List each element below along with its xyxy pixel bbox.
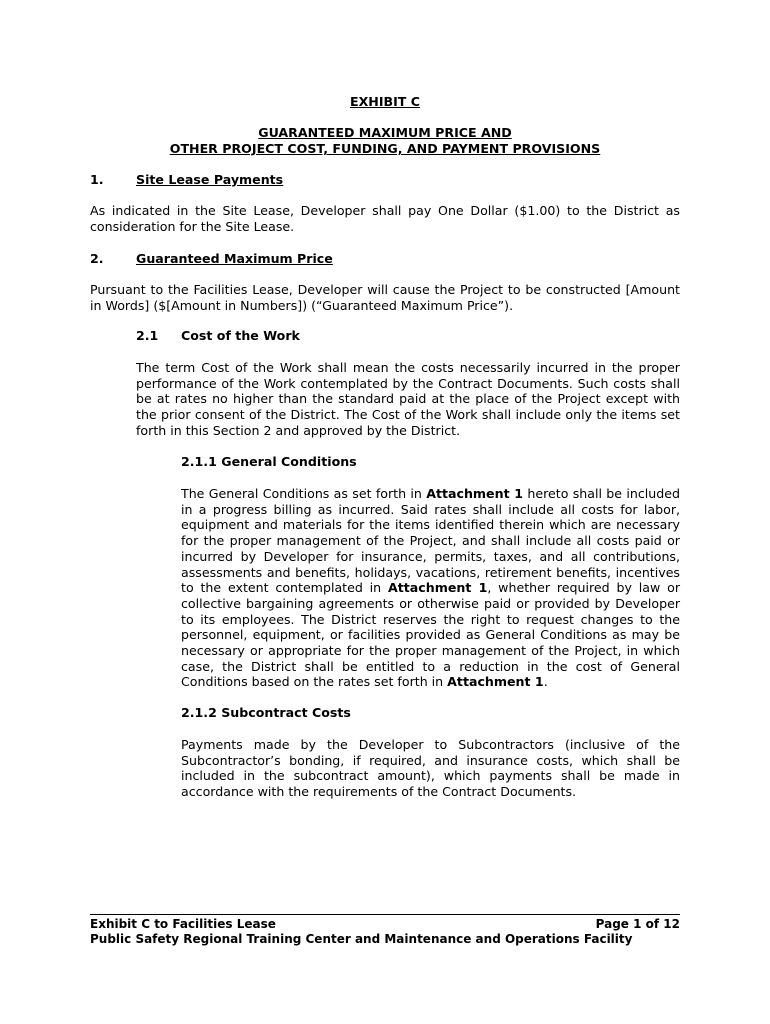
attachment-ref: Attachment 1 xyxy=(426,486,524,501)
attachment-ref: Attachment 1 xyxy=(447,674,544,690)
subtitle-line-1: GUARANTEED MAXIMUM PRICE AND xyxy=(258,125,512,140)
footer-divider xyxy=(90,914,680,915)
section-2-body: Pursuant to the Facilities Lease, Developer will cause the Project to be constructed [Amount in Words] ($[Amount in Numbers]) (“Guaranteed Maximum Price”). xyxy=(90,282,680,313)
footer-left: Exhibit C to Facilities Lease xyxy=(90,917,276,931)
body-text: , whether required by law or collective bargaining agreements or otherwise paid or provided by Developer to its employees. The District reserves the right to request changes to the personnel, equipment, or facilities provided as General Conditions as may be necessary or appropriate for the proper management of the Project, in which case, the District shall be entitled to a reduction in the cost of General Conditions based on the rates set forth in xyxy=(181,580,680,690)
exhibit-title: EXHIBIT C xyxy=(349,94,421,109)
body-text: . xyxy=(543,674,548,690)
section-2-1-2-body: Payments made by the Developer to Subcontractors (inclusive of the Subcontractor’s bonding, if required, and insurance costs, which shall be included in the subcontract amount), which payments shall be made in accordance with the requirements of the Contract Documents. xyxy=(181,737,680,800)
footer-page-number: Page 1 of 12 xyxy=(595,917,680,931)
section-2-1-2-title: 2.1.2 Subcontract Costs xyxy=(181,705,351,720)
section-2-title: Guaranteed Maximum Price xyxy=(136,251,333,266)
section-2-1-1-title: 2.1.1 General Conditions xyxy=(181,454,357,469)
section-2-1-1-body xyxy=(181,486,680,690)
body-text: The General Conditions as set forth in xyxy=(181,486,427,501)
body-text: hereto shall be included in a progress billing as incurred. Said rates shall include all costs for labor, equipment and materials for the items identified therein which are necessary for the proper management of the Project, and shall include all costs paid or incurred by Developer for insurance, permits, taxes, and all contributions, assessments and benefits, holidays, vacations, retirement benefits, incentives to the extent contemplated in xyxy=(181,486,680,596)
section-1-title: Site Lease Payments xyxy=(136,172,284,187)
subtitle-line-2: OTHER PROJECT COST, FUNDING, AND PAYMENT PROVISIONS xyxy=(169,141,601,156)
section-1-number: 1. xyxy=(90,172,104,187)
section-2-1-body: The term Cost of the Work shall mean the costs necessarily incurred in the proper performance of the Work contemplated by the Contract Documents. Such costs shall be at rates no higher than the standard paid at the place of the Project except with the prior consent of the District. The Cost of the Work shall include only the items set forth in this Section 2 and approved by the District. xyxy=(136,360,680,438)
section-2-1-number: 2.1 xyxy=(136,328,159,343)
footer-second-line: Public Safety Regional Training Center and Maintenance and Operations Facility xyxy=(90,932,633,946)
section-2-number: 2. xyxy=(90,251,104,266)
section-2-1-title: Cost of the Work xyxy=(181,328,300,343)
section-1-body: As indicated in the Site Lease, Developer shall pay One Dollar ($1.00) to the District as consideration for the Site Lease. xyxy=(90,203,680,234)
attachment-ref: Attachment 1 xyxy=(388,580,488,596)
